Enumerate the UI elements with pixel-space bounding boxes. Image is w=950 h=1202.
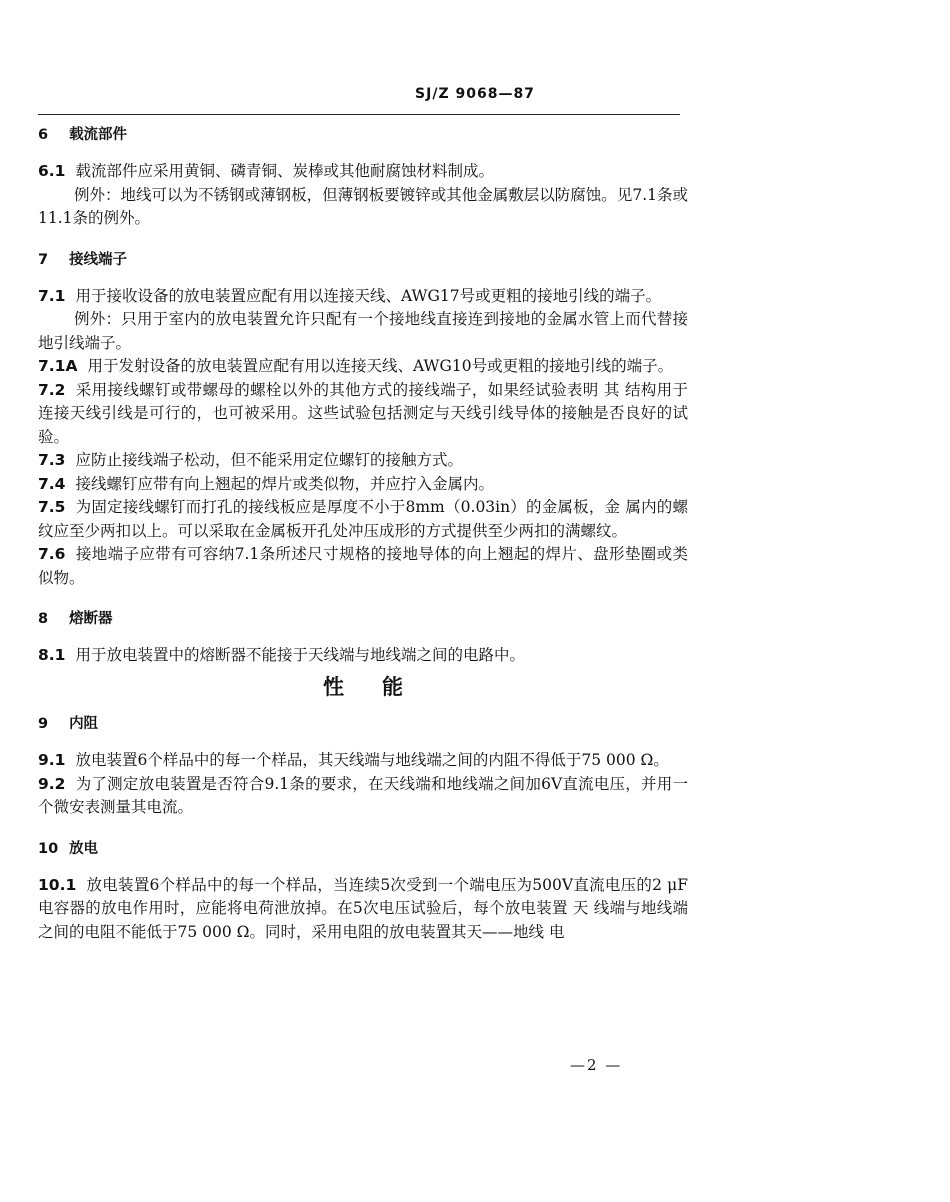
- performance-title: 性能: [323, 674, 441, 699]
- clause-text: 为固定接线螺钉而打孔的接线板应是厚度不小于8mm（0.03in）的金属板，金 属内的螺纹应至少两扣以上。可以采取在金属板开孔处冲压成形的方式提供至少两扣的满螺纹。: [38, 498, 688, 540]
- clause-6-1: [38, 160, 688, 184]
- clause-number: 7.6: [38, 545, 66, 563]
- section-title: 熔断器: [69, 611, 113, 627]
- clause-number: 7.1A: [38, 357, 78, 375]
- clause-7-2: [38, 379, 688, 450]
- page-number: —2 —: [570, 1056, 623, 1074]
- section-number: 8: [38, 611, 49, 627]
- clause-7-1-exception: 例外：只用于室内的放电装置允许只配有一个接地线直接连到接地的金属水管上而代替接地引线端子。: [38, 310, 688, 352]
- section-title: 载流部件: [69, 127, 128, 143]
- clause-7-4: [38, 473, 688, 497]
- header-rule: [38, 114, 680, 115]
- clause-number: 8.1: [38, 646, 66, 664]
- clause-8-1: [38, 644, 688, 668]
- clause-10-1: [38, 874, 688, 945]
- clause-number: 9.2: [38, 774, 66, 793]
- clause-7-3: [38, 449, 688, 473]
- document-body: [38, 124, 688, 944]
- section-title: 内阻: [69, 716, 99, 732]
- section-title: 接线端子: [69, 251, 128, 268]
- section-number: 7: [38, 251, 49, 268]
- clause-number: 6.1: [38, 162, 66, 180]
- clause-number: 7.2: [38, 380, 66, 399]
- clause-text: 用于接收设备的放电装置应配有用以连接天线、AWG17号或更粗的接地引线的端子。: [75, 286, 662, 305]
- section-number: 9: [38, 716, 49, 732]
- clause-9-1: [38, 749, 688, 773]
- clause-text: 载流部件应采用黄铜、磷青铜、炭棒或其他耐腐蚀材料制成。: [75, 162, 494, 180]
- clause-number: 10.1: [38, 875, 77, 894]
- clause-9-2: [38, 773, 688, 820]
- section-8-heading: [38, 608, 688, 630]
- clause-text: 接地端子应带有可容纳7.1条所述尺寸规格的接地导体的向上翘起的焊片、盘形垫圈或类似物。: [38, 545, 688, 587]
- clause-number: 7.1: [38, 286, 66, 305]
- clause-6-1-exception: 例外：地线可以为不锈钢或薄钢板，但薄钢板要镀锌或其他金属敷层以防腐蚀。见7.1条或11.1条的例外。: [38, 185, 688, 227]
- section-7-heading: [38, 249, 688, 271]
- clause-7-6: [38, 543, 688, 590]
- clause-text: 放电装置6个样品中的每一个样品，其天线端与地线端之间的内阻不得低于75 000 Ω。: [75, 751, 669, 769]
- clause-text: 应防止接线端子松动，但不能采用定位螺钉的接触方式。: [75, 451, 463, 469]
- clause-7-1: [38, 285, 688, 309]
- section-number: 10: [38, 840, 59, 857]
- section-title: 放电: [69, 840, 99, 857]
- clause-7-1a: [38, 355, 688, 379]
- clause-text: 采用接线螺钉或带螺母的螺栓以外的其他方式的接线端子，如果经试验表明 其 结构用于连接天线引线是可行的，也可被采用。这些试验包括测定与天线引线导体的接触是否良好的试验。: [38, 380, 688, 446]
- clause-number: 7.4: [38, 474, 66, 493]
- clause-number: 7.3: [38, 451, 66, 469]
- section-9-heading: [38, 713, 688, 735]
- clause-text: 放电装置6个样品中的每一个样品，当连续5次受到一个端电压为500V直流电压的2 μF电容器的放电作用时，应能将电荷泄放掉。在5次电压试验后，每个放电装置 天 线端与地线端之间的电阻不能低于75 000 Ω。同时，采用电阻的放电装置其天——地线 电: [38, 875, 688, 941]
- clause-text: 用于放电装置中的熔断器不能接于天线端与地线端之间的电路中。: [75, 646, 525, 664]
- section-10-heading: [38, 838, 688, 860]
- clause-text: 为了测定放电装置是否符合9.1条的要求，在天线端和地线端之间加6V直流电压，并用一个微安表测量其电流。: [38, 774, 688, 816]
- clause-number: 7.5: [38, 498, 66, 516]
- section-6-heading: [38, 124, 688, 146]
- clause-number: 9.1: [38, 751, 66, 769]
- clause-text: 接线螺钉应带有向上翘起的焊片或类似物，并应拧入金属内。: [75, 474, 494, 493]
- section-number: 6: [38, 127, 49, 143]
- clause-7-5: [38, 496, 688, 543]
- document-code-header: SJ/Z 9068—87: [415, 86, 535, 102]
- clause-text: 用于发射设备的放电装置应配有用以连接天线、AWG10号或更粗的接地引线的端子。: [87, 357, 674, 375]
